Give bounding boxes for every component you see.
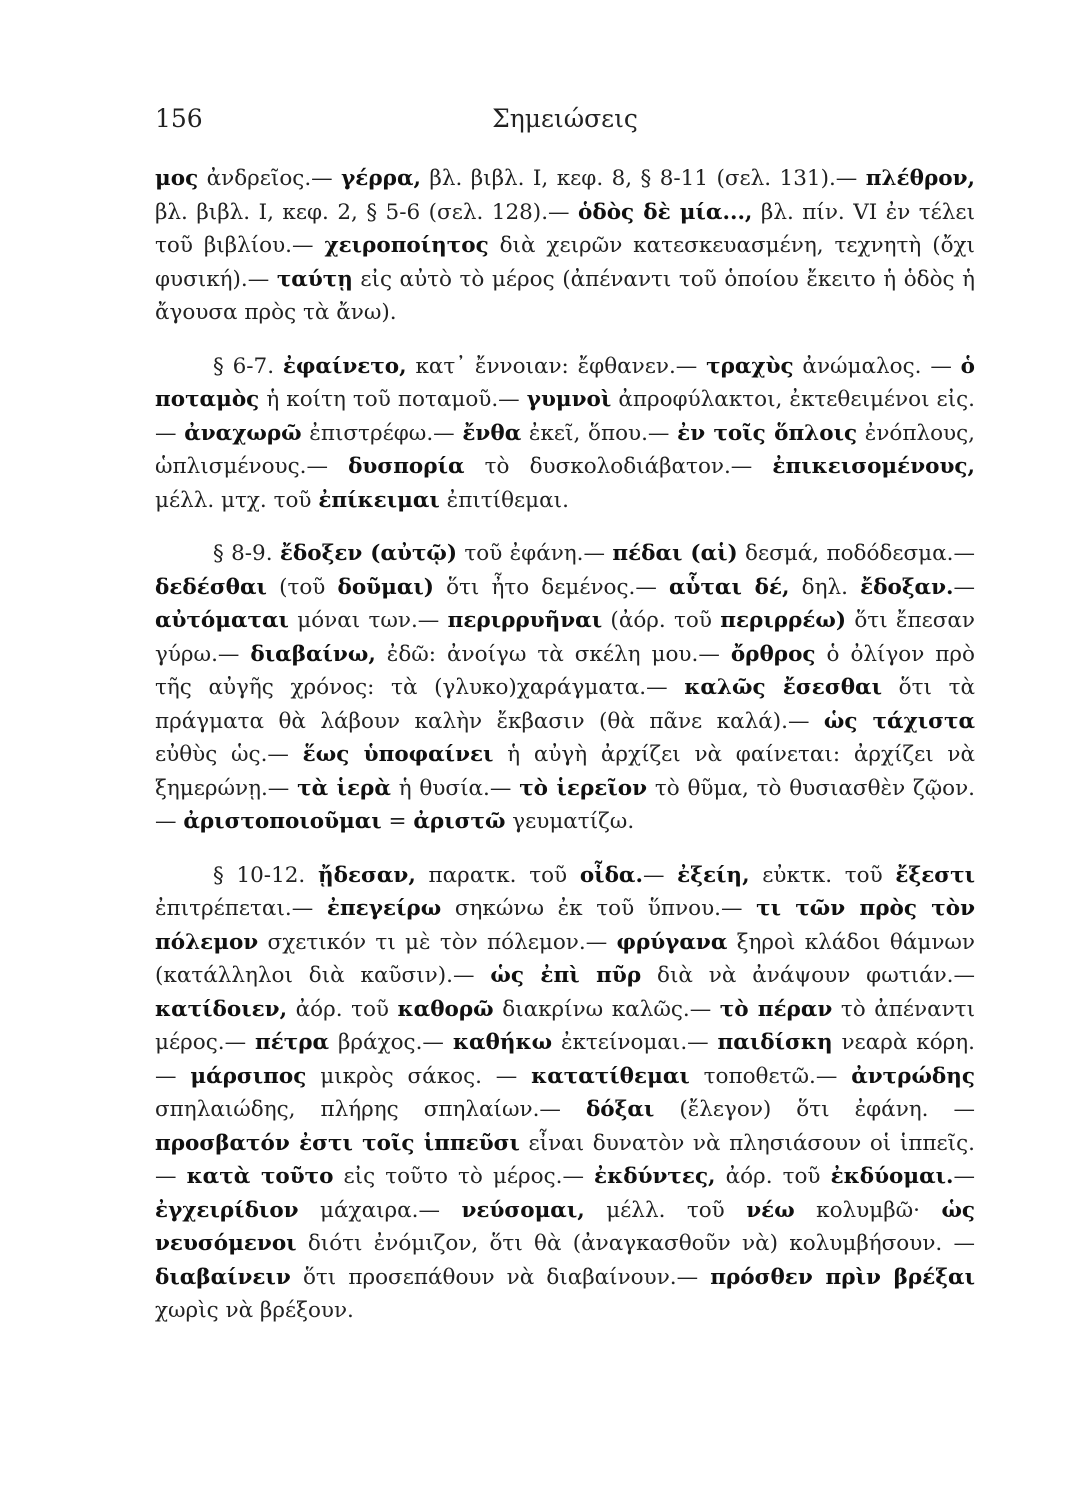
- gloss-text: δεσμά, ποδόδεσμα.—: [737, 541, 975, 566]
- gloss-text: —: [953, 1164, 976, 1189]
- lemma: ἀντρώδης: [851, 1063, 975, 1089]
- lemma: χειροποίητος: [324, 233, 489, 258]
- gloss-text: ἀνώμαλος. —: [793, 353, 961, 379]
- lemma: τραχὺς: [706, 353, 794, 379]
- paragraph-text: [155, 537, 975, 839]
- lemma: πέδαι (αἱ): [612, 541, 738, 566]
- gloss-text: βράχος.—: [329, 1030, 453, 1055]
- paragraph-text: [155, 859, 975, 1328]
- lemma: μάρσιπος: [190, 1063, 307, 1089]
- gloss-text: —: [953, 574, 975, 600]
- gloss-text: σπηλαιώδης, πλήρης σπηλαίων.—: [155, 1097, 586, 1122]
- gloss-text: (ἔλεγον) ὅτι ἐφάνη. —: [654, 1097, 975, 1122]
- lemma: ὡς νευσόμενοι: [155, 1197, 975, 1256]
- lemma: ἐπεγείρω: [326, 896, 442, 921]
- gloss-text: εἰς τοῦτο τὸ μέρος.—: [333, 1164, 595, 1189]
- gloss-text: μικρὸς σάκος. —: [306, 1063, 532, 1089]
- gloss-text: ἡ θυσία.—: [390, 775, 520, 801]
- lemma: γυμνοὶ: [526, 387, 612, 412]
- lemma: περιρρέω): [720, 608, 847, 633]
- gloss-text: τοποθετῶ.—: [689, 1063, 852, 1089]
- lemma: περιρρυῆναι: [447, 608, 603, 633]
- gloss-text: σχετικόν τι μὲ τὸν πόλεμον.—: [258, 929, 617, 955]
- lemma: πρόσθεν πρὶν βρέξαι: [710, 1264, 975, 1290]
- gloss-text: ἀόρ. τοῦ: [715, 1164, 831, 1189]
- lemma: κατατίθεμαι: [531, 1063, 690, 1089]
- page-number: 156: [155, 104, 203, 133]
- gloss-text: μέλλ. τοῦ: [584, 1197, 747, 1223]
- gloss-text: § 6-7.: [213, 353, 283, 379]
- lemma: ὁ ποταμὸς: [155, 353, 975, 412]
- lemma: ἔξεστι: [895, 862, 975, 888]
- gloss-text: ἐδῶ: ἀνοίγω τὰ σκέλη μου.—: [375, 641, 731, 667]
- lemma: πέτρα: [254, 1030, 330, 1055]
- lemma: ὁδὸς δὲ μία...,: [578, 199, 753, 225]
- lemma: ὄρθρος: [730, 641, 816, 667]
- gloss-text: μόναι των.—: [288, 608, 448, 633]
- notes-paragraph: [155, 162, 975, 330]
- gloss-text: κολυμβῶ·: [794, 1197, 942, 1223]
- lemma: ἀναχωρῶ: [184, 420, 302, 446]
- paragraph-text: [155, 162, 975, 330]
- lemma: ὡς τάχιστα: [823, 708, 976, 734]
- gloss-text: εὐκτκ. τοῦ: [749, 862, 896, 888]
- gloss-text: ἐκτείνομαι.—: [552, 1030, 718, 1055]
- gloss-text: διὰ νὰ ἀνάψουν φωτιάν.—: [641, 963, 975, 988]
- gloss-text: =: [381, 809, 414, 834]
- gloss-text: τὸ ἀπέναντι μέρος.—: [155, 996, 976, 1055]
- lemma: φρύγανα: [616, 929, 728, 955]
- gloss-text: § 8-9.: [213, 541, 280, 566]
- gloss-text: εἰς αὐτὸ τὸ μέρος (ἀπέναντι τοῦ ὁποίου ἔκειτο ἡ ὁδὸς ἡ ἄγουσα πρὸς τὰ ἄνω).: [155, 266, 976, 325]
- page-header: [155, 104, 975, 144]
- gloss-text: σηκώνω ἐκ τοῦ ὕπνου.—: [441, 896, 757, 921]
- lemma: τὸ πέραν: [719, 996, 833, 1022]
- lemma: ἐπικεισομένους,: [772, 454, 975, 479]
- gloss-text: δηλ.: [789, 574, 861, 600]
- lemma: ἀριστοποιοῦμαι: [183, 809, 382, 834]
- gloss-text: ἡ κοίτη τοῦ ποταμοῦ.—: [259, 387, 527, 412]
- lemma: αὐτόμαται: [155, 608, 289, 633]
- lemma: καθήκω: [452, 1030, 553, 1055]
- gloss-text: ὅτι τὰ πράγματα θὰ λάβουν καλὴν ἔκβασιν (θὰ πᾶνε καλά).—: [155, 675, 975, 734]
- gloss-text: γευματίζω.: [505, 809, 635, 834]
- notes-body: [155, 162, 975, 1348]
- gloss-text: νεαρὰ κόρη.—: [155, 1030, 975, 1089]
- lemma: νεύσομαι,: [461, 1197, 585, 1223]
- lemma: παιδίσκη: [717, 1030, 833, 1055]
- lemma: κατὰ τοῦτο: [186, 1164, 334, 1189]
- notes-paragraph: [155, 350, 975, 518]
- lemma: ὡς ἐπὶ πῦρ: [490, 963, 642, 988]
- lemma: πλέθρον,: [865, 166, 976, 191]
- gloss-text: ὁ ὀλίγον πρὸ τῆς αὐγῆς χρόνος: τὰ (γλυκο)χαράγματα.—: [155, 641, 976, 700]
- gloss-text: § 10-12.: [213, 862, 318, 888]
- lemma: τὸ ἱερεῖον: [519, 775, 647, 801]
- lemma: διαβαίνω,: [250, 641, 376, 667]
- gloss-text: ἐνόπλους, ὡπλισμένους.—: [155, 420, 975, 479]
- gloss-text: εὐθὺς ὡς.—: [155, 742, 303, 767]
- gloss-text: —: [642, 862, 678, 888]
- lemma: δεδέσθαι: [155, 574, 267, 600]
- lemma: δόξαι: [585, 1097, 655, 1122]
- lemma: ἀριστῶ: [413, 809, 506, 834]
- lemma: ἕως ὑποφαίνει: [302, 742, 494, 767]
- lemma: ἔδοξαν.: [860, 574, 954, 600]
- paragraph-text: [155, 350, 975, 518]
- gloss-text: ἀνδρεῖος.—: [198, 166, 342, 191]
- gloss-text: χωρὶς νὰ βρέξουν.: [155, 1298, 354, 1323]
- lemma: ἔνθα: [462, 420, 522, 446]
- gloss-text: βλ. πίν. VI ἐν τέλει τοῦ βιβλίου.—: [155, 199, 976, 258]
- gloss-text: μέλλ. μτχ. τοῦ: [155, 487, 319, 513]
- lemma: καλῶς ἔσεσθαι: [684, 675, 882, 700]
- lemma: μος: [155, 166, 199, 191]
- gloss-text: ξηροὶ κλάδοι θάμνων (κατάλληλοι διὰ καῦσιν).—: [155, 929, 975, 988]
- lemma: διαβαίνειν: [155, 1264, 291, 1290]
- gloss-text: τοῦ ἐφάνη.—: [457, 541, 613, 566]
- lemma: ἐγχειρίδιον: [155, 1197, 299, 1223]
- gloss-text: εἶναι δυνατὸν νὰ πλησιάσουν οἱ ἱππεῖς.—: [155, 1130, 975, 1189]
- lemma: τὰ ἱερὰ: [297, 775, 391, 801]
- lemma: γέρρα,: [341, 166, 421, 191]
- lemma: καθορῶ: [397, 996, 494, 1022]
- lemma: δοῦμαι): [337, 574, 434, 600]
- lemma: οἶδα.: [579, 862, 643, 888]
- gloss-text: (τοῦ: [266, 574, 338, 600]
- lemma: ἐν τοῖς ὅπλοις: [677, 420, 858, 446]
- gloss-text: ὅτι προσεπάθουν νὰ διαβαίνουν.—: [290, 1264, 711, 1290]
- lemma: προσβατόν ἐστι τοῖς ἱππεῦσι: [155, 1130, 520, 1156]
- notes-paragraph: [155, 537, 975, 839]
- lemma: ἐξείη,: [677, 862, 750, 888]
- lemma: αὗται δέ,: [669, 574, 790, 600]
- gloss-text: διακρίνω καλῶς.—: [493, 996, 720, 1022]
- lemma: κατίδοιεν,: [155, 996, 288, 1022]
- lemma: ἐκδύντες,: [594, 1164, 716, 1189]
- gloss-text: ὅτι ἔπεσαν γύρω.—: [155, 608, 975, 667]
- gloss-text: κατ᾽ ἔννοιαν: ἔφθανεν.—: [406, 353, 707, 379]
- lemma: ἔδοξεν (αὐτῷ): [279, 541, 458, 566]
- lemma: ᾔδεσαν,: [317, 862, 416, 888]
- gloss-text: ὅτι ἦτο δεμένος.—: [433, 574, 669, 600]
- lemma: νέω: [746, 1197, 795, 1223]
- gloss-text: ἐκεῖ, ὅπου.—: [521, 420, 678, 446]
- lemma: ἐπίκειμαι: [318, 487, 440, 513]
- lemma: ἐκδύομαι.: [830, 1164, 954, 1189]
- gloss-text: ἐπιτίθεμαι.: [439, 487, 569, 513]
- lemma: δυσπορία: [348, 454, 465, 479]
- lemma: τι τῶν πρὸς τὸν πόλεμον: [155, 896, 975, 955]
- notes-paragraph: [155, 859, 975, 1328]
- lemma: ἐφαίνετο,: [282, 353, 407, 379]
- gloss-text: ἐπιστρέφω.—: [301, 420, 463, 446]
- gloss-text: ἐπιτρέπεται.—: [155, 896, 327, 921]
- gloss-text: μάχαιρα.—: [298, 1197, 462, 1223]
- gloss-text: παρατκ. τοῦ: [415, 862, 580, 888]
- gloss-text: διότι ἐνόμιζον, ὅτι θὰ (ἀναγκασθοῦν νὰ) κολυμβήσουν. —: [296, 1231, 975, 1256]
- gloss-text: ἡ αὐγὴ ἀρχίζει νὰ φαίνεται: ἀρχίζει νὰ ξημερώνῃ.—: [155, 742, 975, 801]
- gloss-text: τὸ θῦμα, τὸ θυσιασθὲν ζῷον.—: [155, 775, 975, 834]
- lemma: ταύτῃ: [276, 266, 353, 292]
- running-title: Σημειώσεις: [492, 104, 638, 133]
- gloss-text: βλ. βιβλ. I, κεφ. 8, § 8-11 (σελ. 131).—: [421, 166, 866, 191]
- gloss-text: ἀπροφύλακτοι, ἐκτεθειμένοι εἰς.—: [155, 387, 975, 446]
- gloss-text: τὸ δυσκολοδιάβατον.—: [464, 454, 773, 479]
- gloss-text: διὰ χειρῶν κατεσκευασμένη, τεχνητὴ (ὄχι φυσική).—: [155, 233, 975, 292]
- gloss-text: ἀόρ. τοῦ: [287, 996, 398, 1022]
- gloss-text: βλ. βιβλ. I, κεφ. 2, § 5-6 (σελ. 128).—: [155, 199, 579, 225]
- gloss-text: (ἀόρ. τοῦ: [602, 608, 721, 633]
